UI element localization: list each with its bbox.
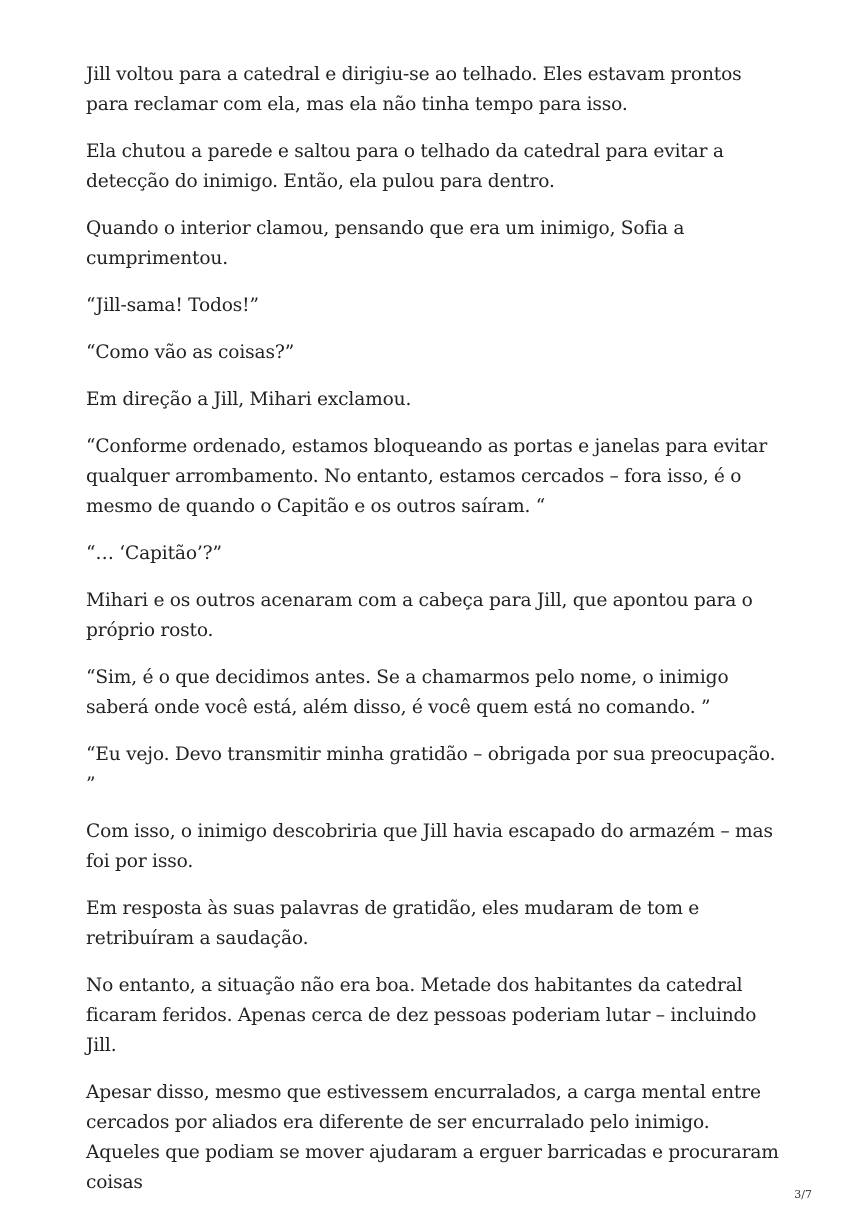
paragraph: Em resposta às suas palavras de gratidão, eles mudaram de tom e retribuíram a saudação. (86, 898, 700, 949)
dialogue-line: “Jill-sama! Todos!” (86, 295, 259, 316)
paragraph: Ela chutou a parede e saltou para o telhado da catedral para evitar a detecção do inimigo. Então, ela pulou para dentro. (86, 141, 724, 192)
paragraph: Jill voltou para a catedral e dirigiu-se ao telhado. Eles estavam prontos para reclamar com ela, mas ela não tinha tempo para isso. (86, 64, 742, 115)
dialogue-line: “Conforme ordenado, estamos bloqueando as portas e janelas para evitar qualquer arrombamento. No entanto, estamos cercados – fora isso, é o mesmo de quando o Capitão e os outros saíram. “ (86, 436, 768, 517)
dialogue-line: “Como vão as coisas?” (86, 342, 295, 363)
paragraph: Com isso, o inimigo descobriria que Jill havia escapado do armazém – mas foi por isso. (86, 821, 773, 872)
page-number: 3/7 (794, 1188, 812, 1201)
dialogue-line: “… ‘Capitão’?” (86, 543, 222, 564)
paragraph: No entanto, a situação não era boa. Metade dos habitantes da catedral ficaram feridos. Apenas cerca de dez pessoas poderiam lutar – incluindo Jill. (86, 975, 757, 1056)
dialogue-line: “Sim, é o que decidimos antes. Se a chamarmos pelo nome, o inimigo saberá onde você está, além disso, é você quem está no comando. ” (86, 667, 729, 718)
paragraph: Quando o interior clamou, pensando que era um inimigo, Sofia a cumprimentou. (86, 218, 685, 269)
paragraph: Mihari e os outros acenaram com a cabeça para Jill, que apontou para o próprio rosto. (86, 590, 753, 641)
document-body (86, 60, 786, 1215)
dialogue-line: “Eu vejo. Devo transmitir minha gratidão – obrigada por sua preocupação. ” (86, 744, 776, 795)
paragraph: Apesar disso, mesmo que estivessem encurralados, a carga mental entre cercados por aliados era diferente de ser encurralado pelo inimigo. Aqueles que podiam se mover ajudaram a erguer barricadas e procuraram coisas (86, 1082, 779, 1193)
paragraph: Em direção a Jill, Mihari exclamou. (86, 389, 412, 410)
